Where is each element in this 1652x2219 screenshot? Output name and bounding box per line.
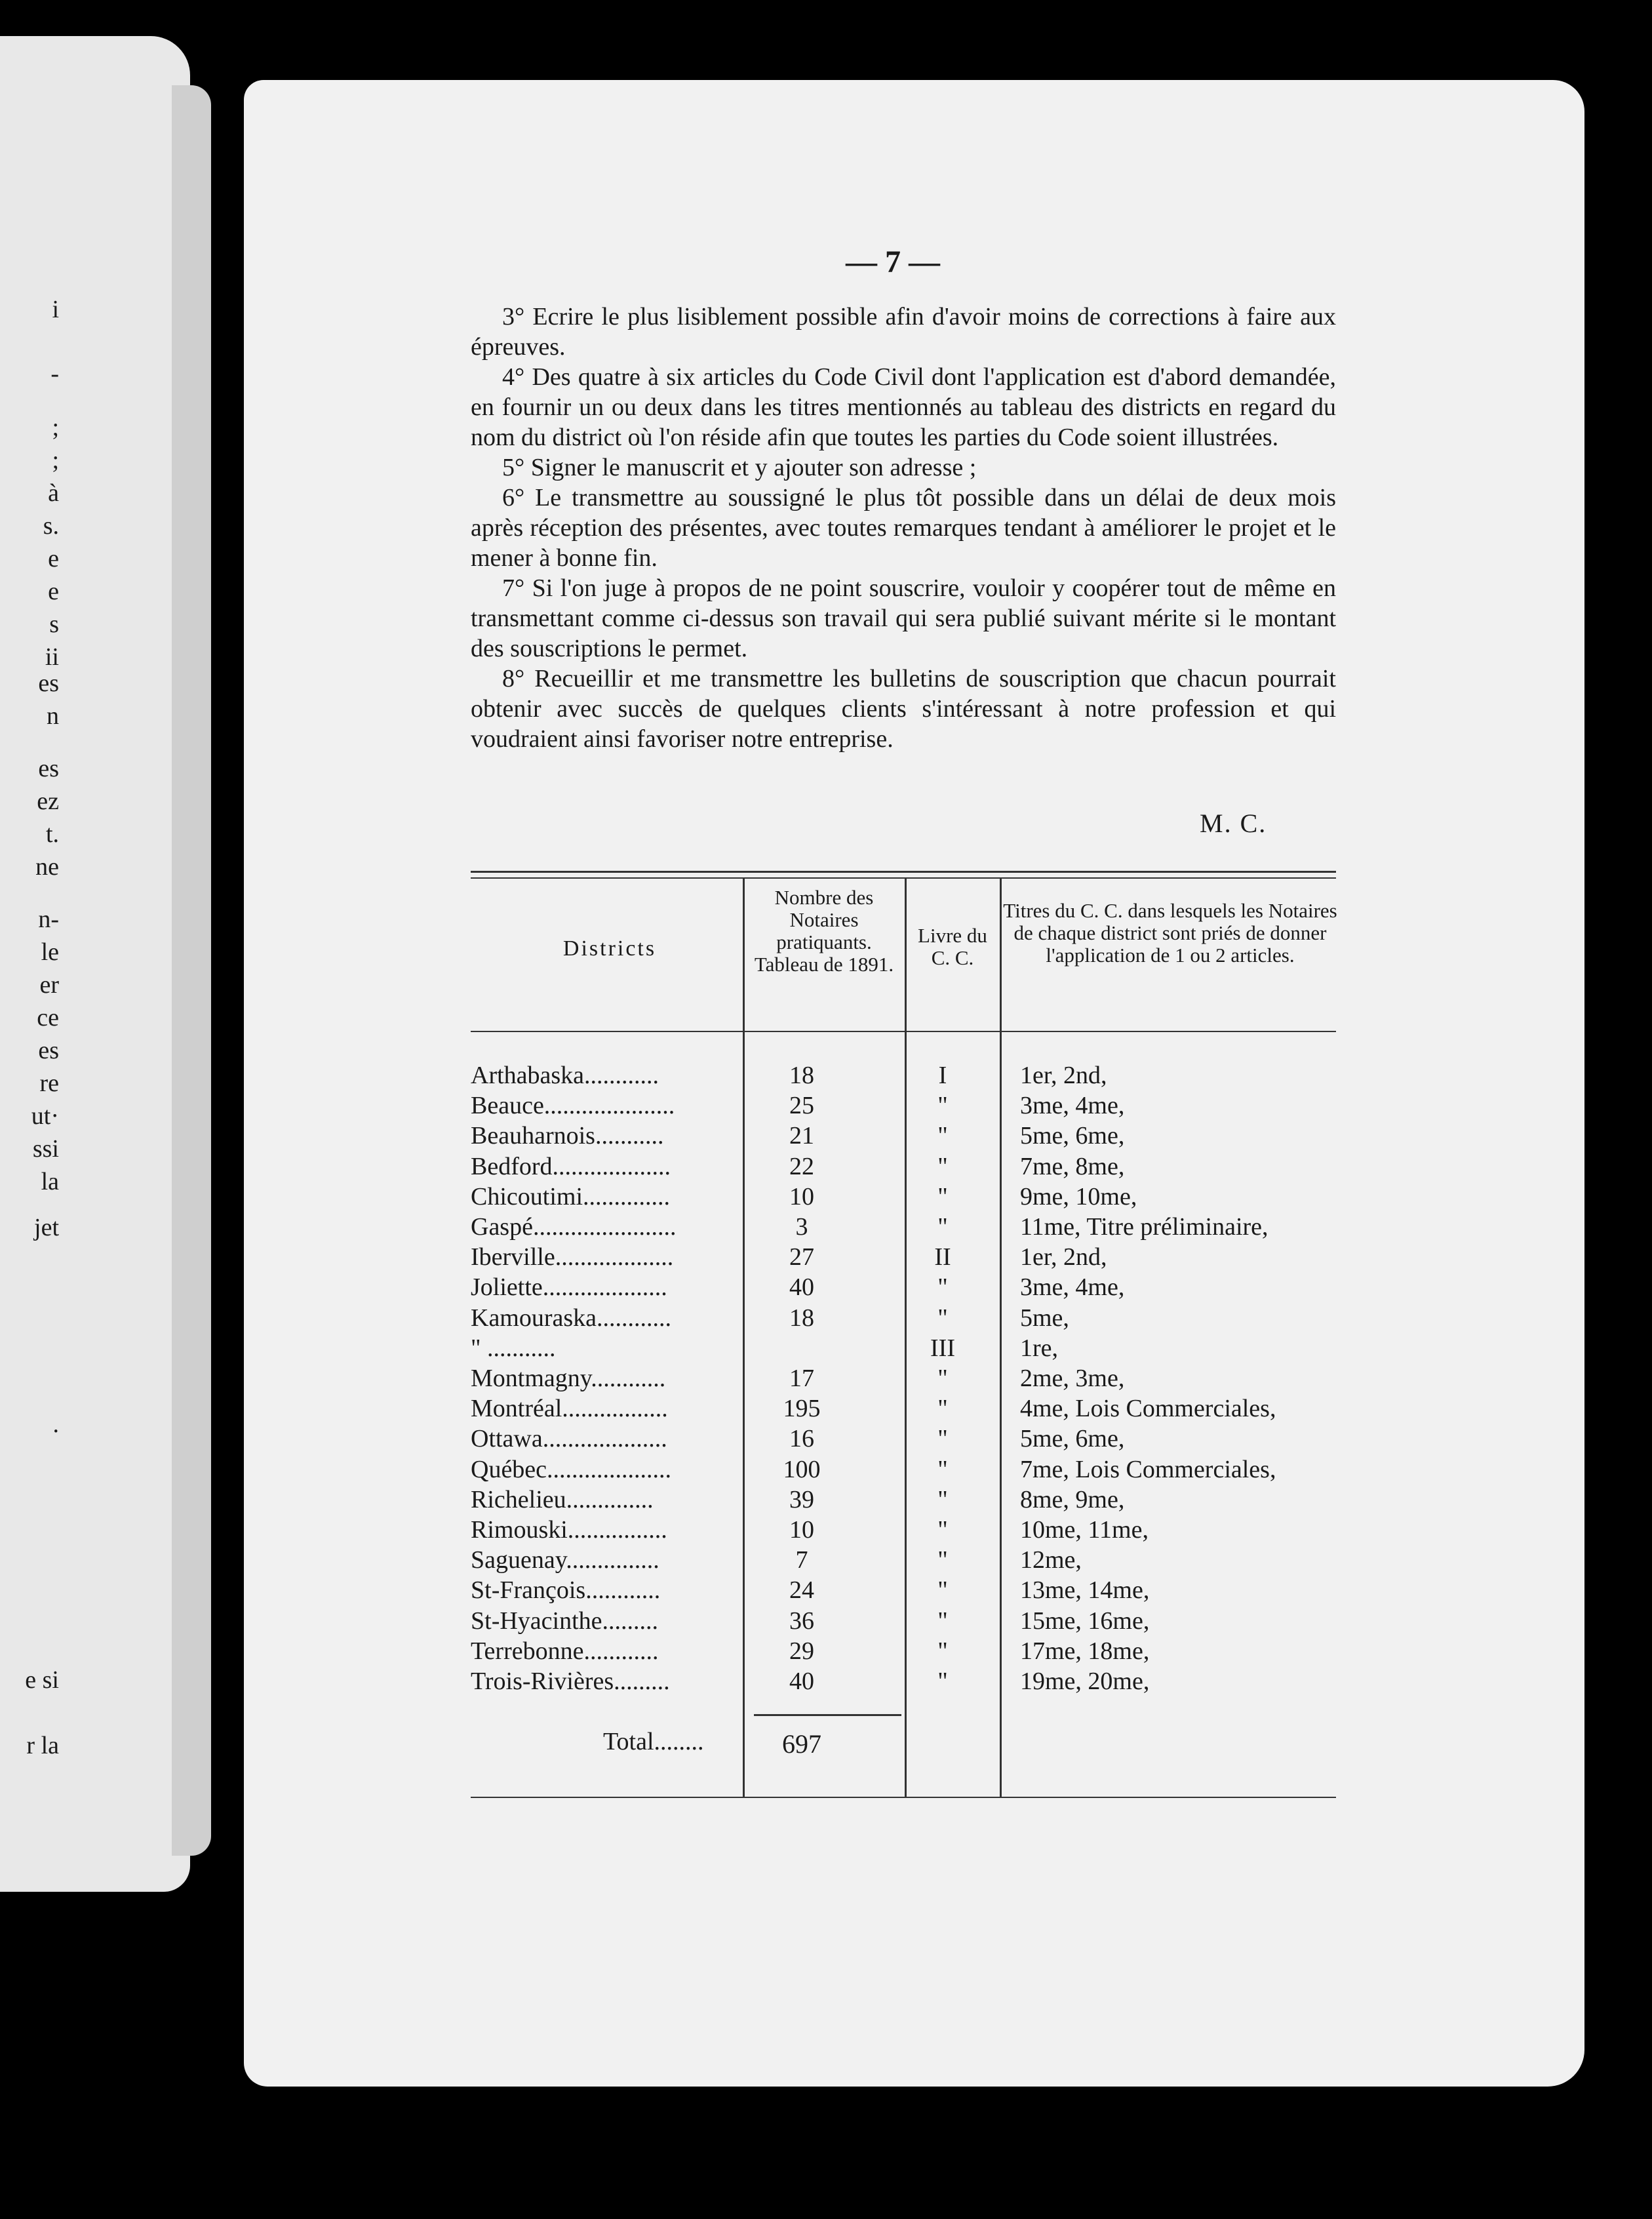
titres-cell: 1er, 2nd,: [1020, 1243, 1107, 1271]
district-cell: Bedford...................: [471, 1152, 671, 1180]
district-cell: Trois-Rivières.........: [471, 1668, 670, 1695]
table-row: [471, 1273, 1349, 1303]
table-row: [471, 1455, 1349, 1485]
nombre-cell: 17: [789, 1365, 814, 1392]
paragraph-4: 4° Des quatre à six articles du Code Civil dont l'application est d'abord demandée, en fournir un ou deux dans les titres mentionnés au tableau des districts en regard du nom du district où l'on réside afin que toutes les parties du Code soient illustrées.: [471, 363, 1336, 451]
titres-cell: 5me, 6me,: [1020, 1122, 1125, 1150]
paragraph-3: 3° Ecrire le plus lisiblement possible afin d'avoir moins de corrections à faire aux épreuves.: [471, 303, 1336, 361]
titres-cell: 13me, 14me,: [1020, 1576, 1150, 1605]
nombre-cell: 29: [789, 1637, 814, 1665]
left-page-fragment: -: [50, 360, 59, 388]
titres-cell: 2me, 3me,: [1020, 1365, 1125, 1392]
nombre-cell: 27: [789, 1243, 814, 1271]
nombre-cell: 100: [783, 1455, 821, 1483]
total-rule: [754, 1714, 901, 1716]
nombre-cell: 40: [789, 1668, 814, 1695]
livre-cell: ": [937, 1546, 948, 1574]
livre-cell: III: [930, 1334, 955, 1362]
titres-cell: 4me, Lois Commerciales,: [1020, 1395, 1276, 1423]
table-row: [471, 1243, 1349, 1273]
nombre-cell: 25: [789, 1092, 814, 1120]
table-row: [471, 1515, 1349, 1546]
nombre-cell: 36: [789, 1607, 814, 1635]
left-page-fragment: n-: [38, 906, 59, 933]
district-cell: St-Hyacinthe.........: [471, 1607, 659, 1635]
livre-cell: ": [937, 1365, 948, 1392]
page-number: — 7 —: [846, 245, 940, 279]
left-page-fragment: es: [38, 755, 59, 782]
livre-cell: ": [937, 1485, 948, 1513]
livre-cell: ": [937, 1213, 948, 1241]
left-page-fragment: e: [48, 578, 59, 605]
table-row: [471, 1576, 1349, 1606]
paragraph-8: 8° Recueillir et me transmettre les bulletins de souscription que chacun pourrait obtenir avec succès de quelques clients s'intéressant à notre profession et qui voudraient ainsi favoriser notre entreprise.: [471, 665, 1336, 753]
livre-cell: I: [938, 1062, 947, 1089]
livre-cell: ": [937, 1576, 948, 1605]
nombre-cell: 24: [789, 1576, 814, 1605]
district-cell: Saguenay...............: [471, 1546, 659, 1574]
district-cell: Joliette....................: [471, 1273, 667, 1302]
livre-cell: ": [937, 1607, 948, 1635]
nombre-cell: 18: [789, 1304, 814, 1332]
table-row: [471, 1607, 1349, 1637]
left-page-fragment: e: [48, 545, 59, 572]
left-page-fragment: à: [48, 479, 59, 507]
left-page-fragment: ii: [45, 643, 59, 671]
district-cell: Rimouski................: [471, 1516, 667, 1544]
titres-cell: 7me, 8me,: [1020, 1152, 1125, 1180]
total-value: 697: [782, 1729, 821, 1759]
table-row: [471, 1667, 1349, 1697]
livre-cell: ": [937, 1273, 948, 1302]
district-cell: Beauce.....................: [471, 1092, 675, 1120]
paragraph-5: 5° Signer le manuscrit et y ajouter son adresse ;: [502, 454, 977, 481]
table-row: [471, 1061, 1349, 1091]
district-cell: Iberville...................: [471, 1243, 674, 1271]
titres-cell: 7me, Lois Commerciales,: [1020, 1455, 1276, 1483]
titres-cell: 15me, 16me,: [1020, 1607, 1150, 1635]
titres-cell: 19me, 20me,: [1020, 1668, 1150, 1695]
left-page-fragment: es: [38, 1037, 59, 1064]
nombre-cell: 22: [789, 1152, 814, 1180]
left-page-fragment: s.: [43, 512, 59, 540]
livre-cell: ": [937, 1516, 948, 1544]
left-page-fragment: ce: [37, 1004, 59, 1031]
nombre-cell: 39: [789, 1485, 814, 1513]
left-page-fragment: le: [41, 938, 59, 966]
table-row: [471, 1364, 1349, 1394]
livre-cell: ": [937, 1122, 948, 1150]
left-page-fragment: ne: [35, 853, 59, 881]
district-cell: Chicoutimi..............: [471, 1182, 670, 1210]
left-page-fragment: er: [39, 971, 59, 999]
table-bottom-rule: [471, 1797, 1336, 1798]
district-cell: St-François............: [471, 1576, 661, 1605]
table-top-rule: [471, 871, 1336, 873]
header-titres: Titres du C. C. dans lesquels les Notaires de chaque district sont priés de donner l'application de 1 ou 2 articles.: [1003, 899, 1337, 967]
left-page-fragment: la: [41, 1168, 59, 1195]
nombre-cell: 7: [795, 1546, 808, 1574]
header-districts: Districts: [562, 936, 657, 961]
titres-cell: 9me, 10me,: [1020, 1182, 1137, 1210]
livre-cell: ": [937, 1304, 948, 1332]
left-page-fragment: i: [52, 296, 59, 323]
livre-cell: ": [937, 1395, 948, 1423]
left-page-fragment: s: [49, 610, 59, 638]
district-cell: Gaspé.......................: [471, 1213, 677, 1241]
nombre-cell: 40: [789, 1273, 814, 1302]
livre-cell: ": [937, 1637, 948, 1665]
paragraph-6: 6° Le transmettre au soussigné le plus tôt possible dans un délai de deux mois après réception des présentes, avec toutes remarques tendant à améliorer le projet et le mener à bonne fin.: [471, 484, 1336, 572]
titres-cell: 5me, 6me,: [1020, 1425, 1125, 1453]
left-page-fragment: ut·: [31, 1102, 59, 1130]
livre-cell: ": [937, 1425, 948, 1453]
titres-cell: 1er, 2nd,: [1020, 1062, 1107, 1089]
district-cell: Terrebonne............: [471, 1637, 659, 1665]
table-row: [471, 1304, 1349, 1334]
nombre-cell: 10: [789, 1516, 814, 1544]
table-row: [471, 1212, 1349, 1243]
district-cell: Ottawa....................: [471, 1425, 667, 1453]
district-cell: Québec....................: [471, 1455, 672, 1483]
table-row: [471, 1424, 1349, 1454]
nombre-cell: 195: [783, 1395, 821, 1423]
district-cell: Montmagny............: [471, 1365, 666, 1392]
instructions-text: [471, 302, 1336, 754]
left-page-fragment: es: [38, 670, 59, 697]
left-page-fragment: n: [47, 702, 59, 730]
left-page-edge: [172, 85, 211, 1856]
header-livre: Livre du C. C.: [918, 924, 987, 969]
nombre-cell: 10: [789, 1182, 814, 1210]
titres-cell: 5me,: [1020, 1304, 1069, 1332]
livre-cell: ": [937, 1092, 948, 1120]
livre-cell: ": [937, 1152, 948, 1180]
district-cell: Montréal.................: [471, 1395, 668, 1423]
paragraph-7: 7° Si l'on juge à propos de ne point souscrire, vouloir y coopérer tout de même en transmettant comme ci-dessus son travail qui sera publié suivant mérite si le montant des souscriptions le permet.: [471, 574, 1336, 662]
table-row: [471, 1637, 1349, 1667]
left-page-fragment: ;: [52, 414, 59, 441]
titres-cell: 10me, 11me,: [1020, 1516, 1149, 1544]
header-nombre: Nombre des Notaires pratiquants. Tableau de 1891.: [754, 886, 894, 976]
district-cell: " ...........: [471, 1334, 556, 1362]
livre-cell: ": [937, 1455, 948, 1483]
district-cell: Kamouraska............: [471, 1304, 672, 1332]
titres-cell: 11me, Titre préliminaire,: [1020, 1213, 1268, 1241]
left-page-fragment: .: [52, 1410, 59, 1438]
district-cell: Arthabaska............: [471, 1062, 659, 1089]
table-row: [471, 1546, 1349, 1576]
titres-cell: 8me, 9me,: [1020, 1485, 1125, 1513]
nombre-cell: 21: [789, 1122, 814, 1150]
district-cell: Beauharnois...........: [471, 1122, 664, 1150]
total-label: Total........: [603, 1728, 704, 1755]
table-row: [471, 1091, 1349, 1121]
nombre-cell: 18: [789, 1062, 814, 1089]
left-page-fragment: r la: [26, 1732, 59, 1759]
table-header-rule: [471, 1031, 1336, 1032]
left-page-fragment: ;: [52, 447, 59, 474]
livre-cell: ": [937, 1668, 948, 1695]
nombre-cell: 16: [789, 1425, 814, 1453]
left-page-fragment: ssi: [32, 1135, 59, 1163]
table-row: [471, 1182, 1349, 1212]
left-page-fragment: t.: [45, 820, 59, 848]
titres-cell: 3me, 4me,: [1020, 1273, 1125, 1302]
table-top-rule-2: [471, 877, 1336, 879]
table-row: [471, 1121, 1349, 1151]
nombre-cell: 3: [795, 1213, 808, 1241]
titres-cell: 12me,: [1020, 1546, 1082, 1574]
left-page-fragment: jet: [34, 1214, 59, 1241]
table-row: [471, 1152, 1349, 1182]
table-row: [471, 1485, 1349, 1515]
titres-cell: 3me, 4me,: [1020, 1092, 1125, 1120]
left-page-fragment: re: [39, 1070, 59, 1097]
signature: M. C.: [1200, 809, 1267, 838]
livre-cell: ": [937, 1182, 948, 1210]
table-row: [471, 1334, 1349, 1364]
left-page-fragment: e si: [25, 1666, 59, 1694]
titres-cell: 1re,: [1020, 1334, 1059, 1362]
livre-cell: II: [934, 1243, 951, 1271]
left-page-fragment: ez: [37, 788, 59, 815]
titres-cell: 17me, 18me,: [1020, 1637, 1150, 1665]
table-row: [471, 1394, 1349, 1424]
district-cell: Richelieu..............: [471, 1485, 654, 1513]
